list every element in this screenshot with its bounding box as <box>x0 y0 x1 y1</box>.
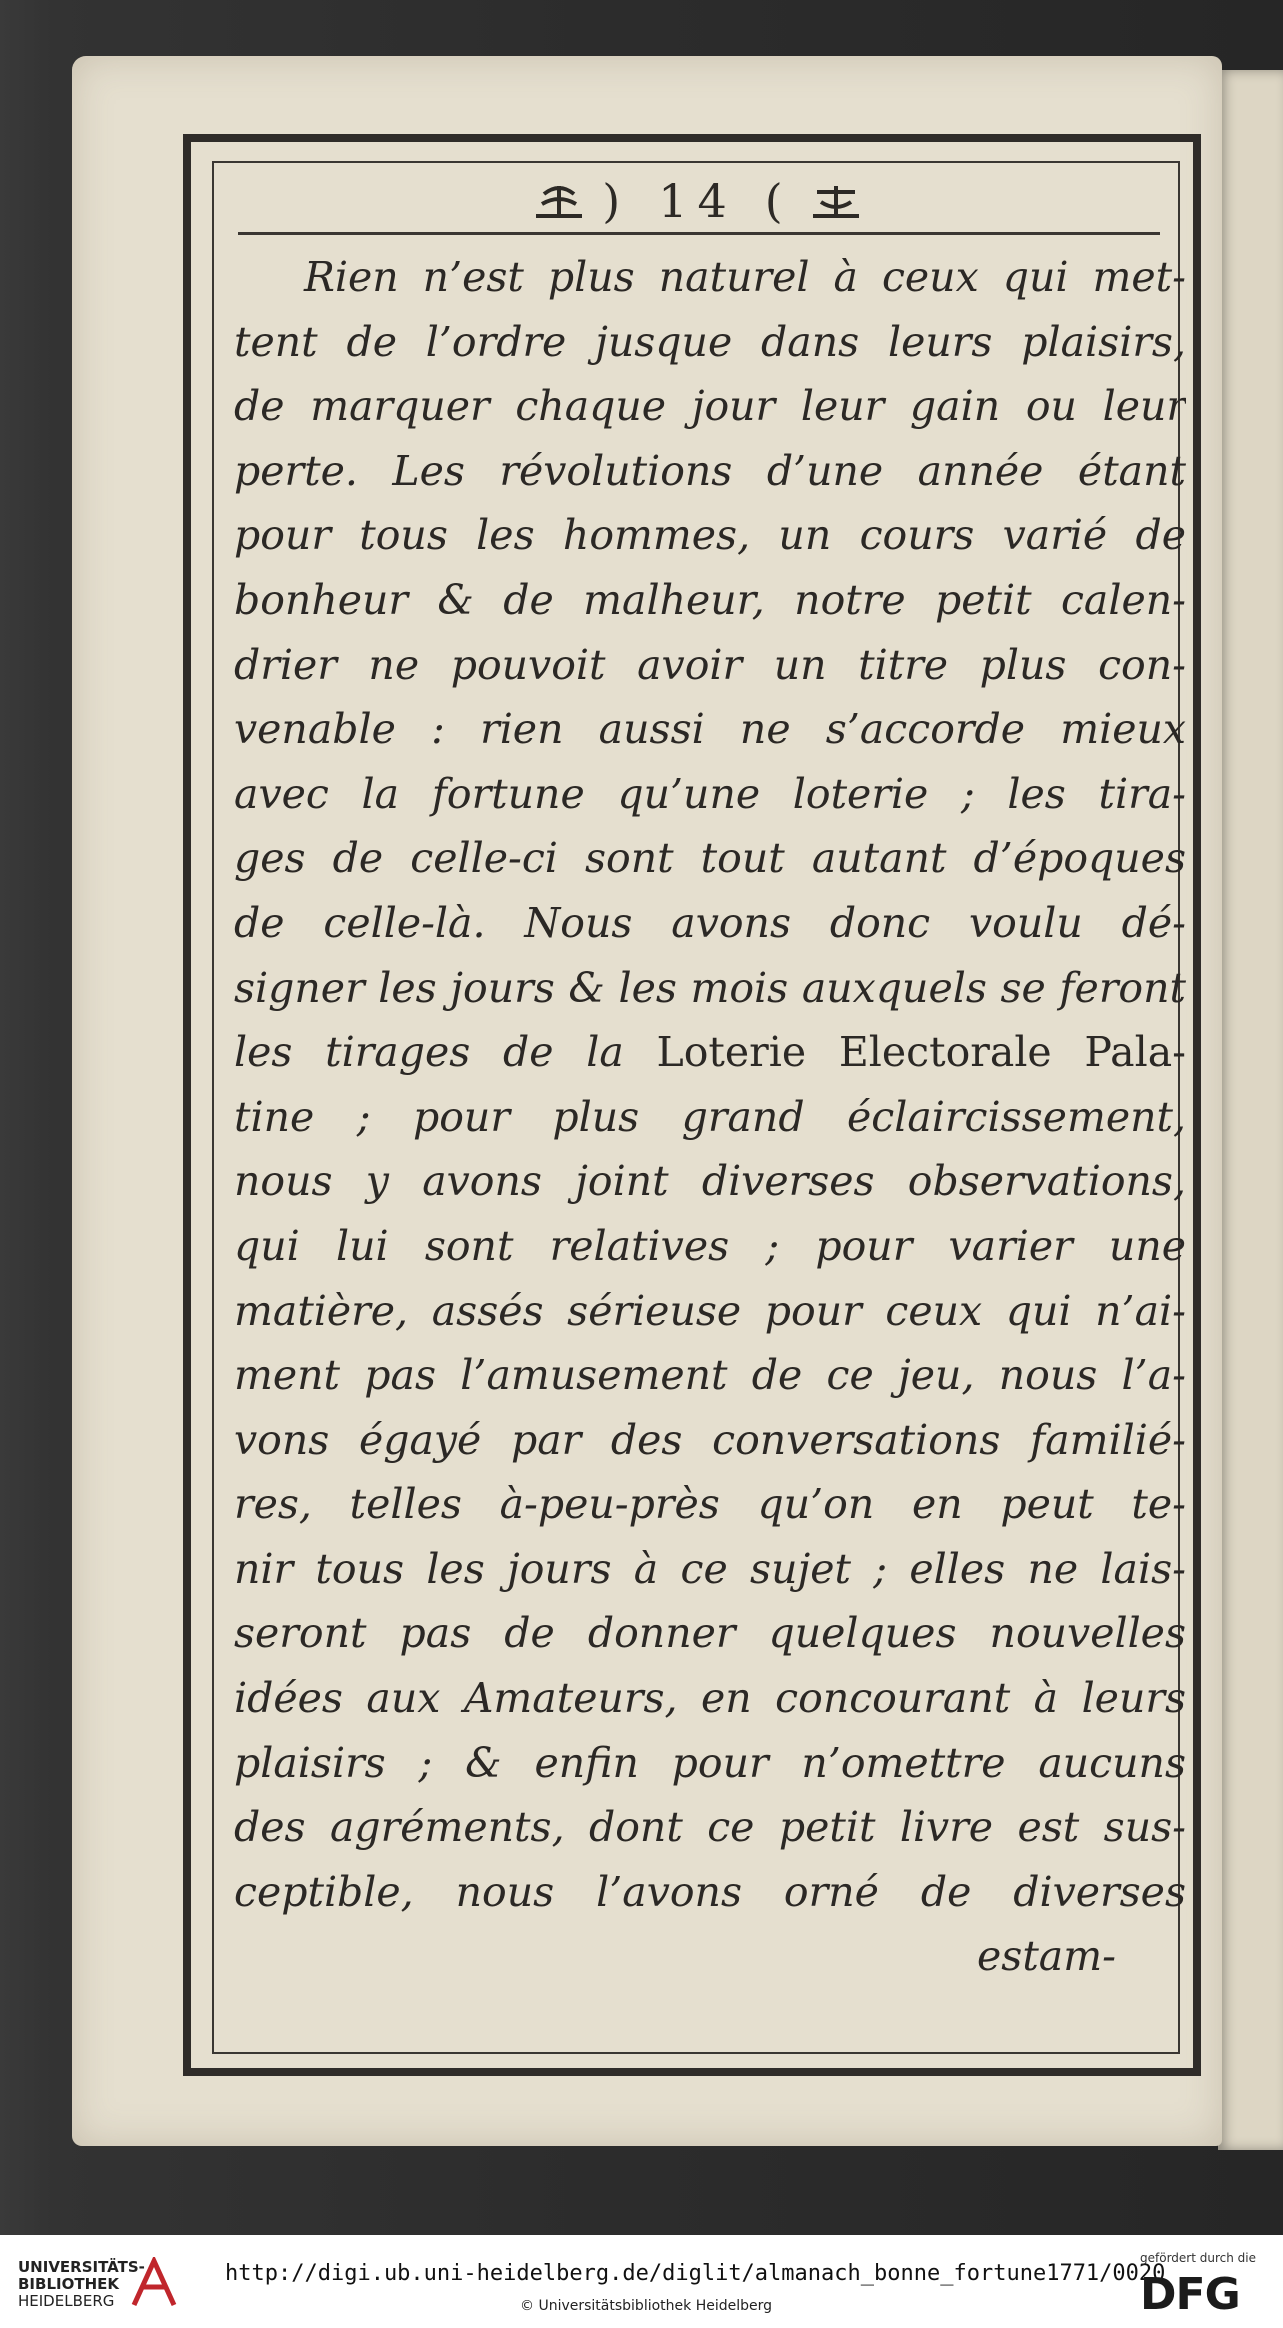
text-line: de celle-là. Nous avons donc voulu dé- <box>234 898 1186 947</box>
text-line-mixed <box>234 1020 1186 1085</box>
text-line: plaisirs ; & enfin pour n’omettre aucuns <box>234 1738 1186 1787</box>
text-line: idées aux Amateurs, en concourant à leurs <box>234 1674 1186 1723</box>
text-line: seront pas de donner quelques nouvelles <box>234 1609 1186 1658</box>
funded-by-label: gefördert durch die <box>1140 2251 1256 2265</box>
right-ornament-icon <box>807 178 865 224</box>
text-line: nous y avons joint diverses observations, <box>234 1157 1186 1206</box>
text-line: Rien n’est plus naturel à ceux qui met- <box>304 253 1186 301</box>
left-ornament-icon <box>530 178 588 224</box>
text-line-upright-part: Loterie Electorale Pala- <box>656 1028 1186 1077</box>
text-line: vons égayé par des conversations familié- <box>234 1415 1186 1464</box>
text-line: bonheur & de malheur, notre petit calen- <box>234 575 1186 624</box>
text-line: drier ne pouvoit avoir un titre plus con- <box>234 640 1186 689</box>
text-line: nir tous les jours à ce sujet ; elles ne lais- <box>234 1544 1186 1593</box>
text-line: des agréments, dont ce petit livre est sus- <box>234 1803 1186 1852</box>
library-seal-icon <box>130 2257 178 2309</box>
library-name-line2: BIBLIOTHEK <box>18 2275 119 2293</box>
text-line: ment pas l’amusement de ce jeu, nous l’a- <box>234 1351 1186 1400</box>
page-header <box>235 170 1160 232</box>
page-number: 14 <box>658 174 737 228</box>
text-line: pour tous les hommes, un cours varié de <box>234 511 1186 560</box>
text-line: res, telles à-peu-près qu’on en peut te- <box>234 1480 1186 1529</box>
text-line: signer les jours & les mois auxquels se feront <box>234 963 1186 1012</box>
text-line: de marquer chaque jour leur gain ou leur <box>234 382 1186 431</box>
text-line: perte. Les révolutions d’une année étant <box>234 446 1186 495</box>
text-line: tent de l’ordre jusque dans leurs plaisirs, <box>234 317 1186 366</box>
library-name-line1: UNIVERSITÄTS- <box>18 2258 145 2276</box>
text-line: ceptible, nous l’avons orné de diverses <box>234 1867 1186 1916</box>
text-line: matière, assés sérieuse pour ceux qui n’ai- <box>234 1286 1186 1335</box>
text-line: ges de celle-ci sont tout autant d’époques <box>234 834 1186 883</box>
library-logo[interactable] <box>18 2259 145 2310</box>
viewer-footer <box>0 2235 1283 2328</box>
catchword: estam- <box>977 1932 1116 1981</box>
body-text <box>234 245 1186 1989</box>
text-line: qui lui sont relatives ; pour varier une <box>234 1221 1186 1270</box>
copyright-notice: © Universitätsbibliothek Heidelberg <box>520 2298 773 2314</box>
text-line: avec la fortune qu’une loterie ; les tira- <box>234 769 1186 818</box>
page-left-paren: ) <box>602 174 631 228</box>
text-line-italic-part: les tirages de la <box>234 1028 624 1077</box>
library-name-line3: HEIDELBERG <box>18 2292 115 2310</box>
page-right-paren: ( <box>764 174 793 228</box>
header-rule <box>238 232 1160 235</box>
dfg-logo[interactable]: DFG <box>1140 2269 1240 2320</box>
text-line: tine ; pour plus grand éclaircissement, <box>234 1092 1186 1141</box>
facing-page-edge <box>1218 70 1283 2150</box>
text-line: venable : rien aussi ne s’accorde mieux <box>234 705 1186 754</box>
permalink-url[interactable]: http://digi.ub.uni-heidelberg.de/diglit/almanach_bonne_fortune1771/0020 <box>225 2261 1166 2286</box>
